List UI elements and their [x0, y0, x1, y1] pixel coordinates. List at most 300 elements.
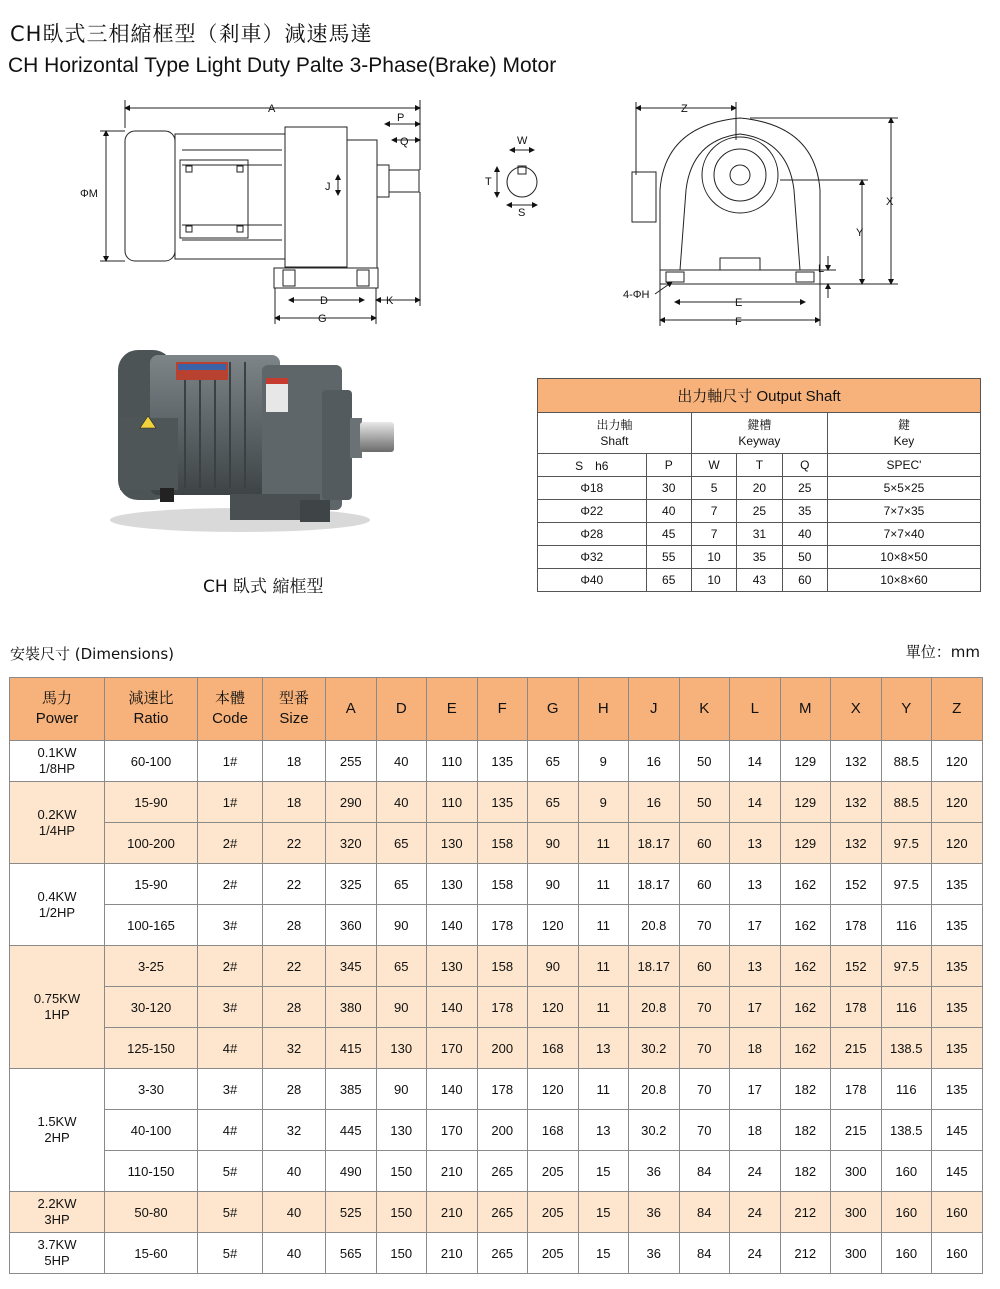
dims-cell: 17 [730, 987, 781, 1028]
dims-cell: 135 [477, 741, 528, 782]
shaft-subheader: Q [782, 454, 827, 477]
group-shaft-zh: 出力軸 [596, 418, 633, 432]
dims-cell: 200 [477, 1110, 528, 1151]
shaft-row [538, 546, 981, 569]
dims-cell: 210 [427, 1192, 478, 1233]
dims-cell: 70 [679, 987, 730, 1028]
power-cell [10, 741, 105, 782]
dim-label-t: T [485, 176, 492, 188]
dims-cell: 135 [932, 987, 983, 1028]
dims-cell: 116 [881, 905, 932, 946]
shaft-row [538, 523, 981, 546]
dims-cell: 22 [263, 946, 326, 987]
shaft-cell: 25 [782, 477, 827, 500]
dims-cell: 18 [263, 782, 326, 823]
shaft-cell: 10×8×50 [827, 546, 980, 569]
dims-cell: 140 [427, 905, 478, 946]
dims-cell: 135 [932, 905, 983, 946]
dims-cell: 28 [263, 1069, 326, 1110]
dims-cell: 182 [780, 1069, 831, 1110]
shaft-cell: Φ22 [538, 500, 647, 523]
dims-cell: 60 [679, 864, 730, 905]
output-shaft-table [537, 378, 981, 592]
dims-header-zh: 本體 [214, 690, 245, 707]
power-line: 3HP [44, 1212, 70, 1227]
dims-header [831, 678, 882, 741]
dims-header [932, 678, 983, 741]
dims-cell: 210 [427, 1151, 478, 1192]
dims-cell: 65 [376, 823, 427, 864]
dims-cell: 140 [427, 987, 478, 1028]
dim-label-l: L [818, 263, 825, 275]
dims-cell: 40 [263, 1192, 326, 1233]
dims-header [376, 678, 427, 741]
dims-cell: 5# [198, 1192, 263, 1233]
shaft-subheader: T [737, 454, 782, 477]
dims-cell: 2# [198, 864, 263, 905]
power-line: 1/8HP [38, 761, 76, 776]
dims-header [198, 678, 263, 741]
dims-cell: 40 [376, 782, 427, 823]
dims-cell: 3# [198, 1069, 263, 1110]
dims-header-en: Y [901, 700, 912, 717]
dims-cell: 215 [831, 1028, 882, 1069]
shaft-subheader: P [646, 454, 691, 477]
dims-cell: 40 [376, 741, 427, 782]
shaft-cell: 45 [646, 523, 691, 546]
dims-cell: 152 [831, 864, 882, 905]
dims-header [528, 678, 579, 741]
dims-cell: 130 [376, 1028, 427, 1069]
dims-cell: 140 [427, 1069, 478, 1110]
dims-cell: 4# [198, 1110, 263, 1151]
dims-cell: 9 [578, 741, 629, 782]
dims-cell: 135 [932, 864, 983, 905]
dimensions-label: 安裝尺寸 (Dimensions) [10, 645, 175, 663]
dims-cell: 24 [730, 1192, 781, 1233]
dims-row [10, 741, 983, 782]
unit-label: 單位：mm [905, 643, 980, 661]
dims-header-en: Z [952, 700, 962, 717]
dims-cell: 20.8 [629, 1069, 680, 1110]
dims-cell: 158 [477, 864, 528, 905]
dims-cell: 60 [679, 946, 730, 987]
dims-cell: 70 [679, 1028, 730, 1069]
dim-label-g: G [318, 313, 327, 325]
dims-cell: 160 [932, 1233, 983, 1274]
dims-cell: 300 [831, 1151, 882, 1192]
dims-cell: 415 [326, 1028, 377, 1069]
dims-cell: 18 [730, 1028, 781, 1069]
dims-cell: 170 [427, 1028, 478, 1069]
power-line: 0.1KW [37, 745, 77, 760]
dims-cell: 24 [730, 1151, 781, 1192]
dims-cell: 65 [376, 946, 427, 987]
output-shaft-title: 出力軸尺寸 Output Shaft [538, 379, 981, 413]
dims-header-zh: 馬力 [41, 690, 72, 707]
shaft-cell: 7×7×40 [827, 523, 980, 546]
dims-cell: 132 [831, 741, 882, 782]
dims-cell: 178 [477, 1069, 528, 1110]
dims-cell: 18 [263, 741, 326, 782]
dims-cell: 2# [198, 946, 263, 987]
dims-header [730, 678, 781, 741]
dims-cell: 170 [427, 1110, 478, 1151]
dims-cell: 15-90 [105, 782, 198, 823]
dims-cell: 385 [326, 1069, 377, 1110]
dims-cell: 3-25 [105, 946, 198, 987]
dims-header [105, 678, 198, 741]
shaft-cell: 10×8×60 [827, 569, 980, 592]
dims-cell: 300 [831, 1192, 882, 1233]
dims-cell: 2# [198, 823, 263, 864]
power-line: 0.2KW [37, 806, 77, 822]
dims-cell: 15-90 [105, 864, 198, 905]
dims-cell: 135 [932, 946, 983, 987]
dims-cell: 20.8 [629, 905, 680, 946]
dims-header-en: G [546, 700, 559, 717]
dims-cell: 3# [198, 905, 263, 946]
dims-cell: 40 [263, 1151, 326, 1192]
dims-row [10, 1069, 983, 1110]
dims-cell: 130 [376, 1110, 427, 1151]
dims-cell: 90 [376, 987, 427, 1028]
dims-cell: 18 [730, 1110, 781, 1151]
dims-cell: 265 [477, 1233, 528, 1274]
dims-row [10, 905, 983, 946]
dims-cell: 11 [578, 987, 629, 1028]
dims-header-en: Power [35, 710, 79, 727]
dims-cell: 178 [831, 905, 882, 946]
dims-cell: 132 [831, 782, 882, 823]
dims-cell: 90 [528, 823, 579, 864]
dims-cell: 13 [730, 864, 781, 905]
dims-cell: 22 [263, 823, 326, 864]
dims-cell: 14 [730, 741, 781, 782]
dims-cell: 1# [198, 741, 263, 782]
dims-cell: 65 [528, 782, 579, 823]
dims-header [780, 678, 831, 741]
dims-cell: 65 [376, 864, 427, 905]
dims-cell: 5# [198, 1233, 263, 1274]
shaft-cell: Φ32 [538, 546, 647, 569]
dim-label-j: J [325, 181, 331, 193]
power-line: 1/2HP [38, 904, 76, 920]
shaft-cell: 7 [691, 500, 736, 523]
dims-cell: 320 [326, 823, 377, 864]
shaft-cell: 55 [646, 546, 691, 569]
dims-cell: 200 [477, 1028, 528, 1069]
dims-cell: 11 [578, 1069, 629, 1110]
dims-cell: 40 [263, 1233, 326, 1274]
dims-row [10, 823, 983, 864]
dims-cell: 11 [578, 946, 629, 987]
side-view-drawing [100, 100, 420, 324]
dims-cell: 160 [932, 1192, 983, 1233]
shaft-cell: 65 [646, 569, 691, 592]
shaft-cell: 5 [691, 477, 736, 500]
dims-cell: 178 [831, 1069, 882, 1110]
shaft-row [538, 500, 981, 523]
shaft-cell: Φ18 [538, 477, 647, 500]
dim-label-q: Q [400, 136, 409, 148]
power-line: 0.4KW [37, 888, 77, 904]
dims-cell: 182 [780, 1151, 831, 1192]
dims-cell: 300 [831, 1233, 882, 1274]
shaft-cell: 30 [646, 477, 691, 500]
dims-cell: 160 [881, 1192, 932, 1233]
dims-cell: 130 [427, 823, 478, 864]
dims-cell: 120 [932, 782, 983, 823]
shaft-cell: 43 [737, 569, 782, 592]
dims-header-en: E [446, 700, 457, 717]
dims-cell: 130 [427, 946, 478, 987]
dims-cell: 65 [528, 741, 579, 782]
dim-label-k: K [386, 295, 394, 307]
dims-header [679, 678, 730, 741]
dims-header [477, 678, 528, 741]
dims-cell: 110-150 [105, 1151, 198, 1192]
dim-label-f: F [735, 316, 742, 328]
dims-cell: 129 [780, 741, 831, 782]
dims-cell: 50 [679, 741, 730, 782]
power-line: 5HP [44, 1253, 70, 1268]
dims-cell: 116 [881, 987, 932, 1028]
group-keyway-zh: 鍵槽 [747, 418, 772, 432]
dims-header [326, 678, 377, 741]
dims-cell: 129 [780, 782, 831, 823]
shaft-cell: 35 [782, 500, 827, 523]
dims-cell: 212 [780, 1233, 831, 1274]
dim-label-w: W [517, 135, 528, 147]
dims-cell: 18.17 [629, 864, 680, 905]
power-cell [10, 1233, 105, 1274]
dims-cell: 40-100 [105, 1110, 198, 1151]
dims-cell: 100-165 [105, 905, 198, 946]
dims-header-en: F [497, 700, 507, 717]
dims-cell: 162 [780, 987, 831, 1028]
dims-cell: 70 [679, 1110, 730, 1151]
dims-cell: 205 [528, 1192, 579, 1233]
dims-cell: 18.17 [629, 946, 680, 987]
dims-cell: 11 [578, 823, 629, 864]
dims-cell: 158 [477, 823, 528, 864]
shaft-subheader: S h6 [538, 454, 647, 477]
dim-label-s: S [518, 207, 526, 219]
dims-cell: 15-60 [105, 1233, 198, 1274]
dims-cell: 70 [679, 1069, 730, 1110]
dims-cell: 120 [528, 987, 579, 1028]
dims-cell: 22 [263, 864, 326, 905]
dims-cell: 110 [427, 782, 478, 823]
dims-header-en: Ratio [133, 710, 169, 727]
dims-cell: 168 [528, 1110, 579, 1151]
shaft-cell: 35 [737, 546, 782, 569]
dims-cell: 130 [427, 864, 478, 905]
dims-cell: 97.5 [881, 823, 932, 864]
dimensions-table [9, 677, 983, 1274]
dims-cell: 13 [578, 1110, 629, 1151]
dims-cell: 158 [477, 946, 528, 987]
dims-cell: 3-30 [105, 1069, 198, 1110]
dims-cell: 13 [578, 1028, 629, 1069]
dims-cell: 265 [477, 1151, 528, 1192]
dims-cell: 97.5 [881, 864, 932, 905]
group-key-zh: 鍵 [897, 418, 910, 432]
shaft-cell: 20 [737, 477, 782, 500]
dims-cell: 18.17 [629, 823, 680, 864]
dims-cell: 212 [780, 1192, 831, 1233]
dims-cell: 84 [679, 1151, 730, 1192]
dims-cell: 160 [881, 1151, 932, 1192]
dims-cell: 290 [326, 782, 377, 823]
photo-caption: CH 臥式 縮框型 [203, 577, 324, 597]
dims-cell: 205 [528, 1233, 579, 1274]
dim-label-x: X [886, 196, 894, 208]
dims-cell: 20.8 [629, 987, 680, 1028]
dims-cell: 30.2 [629, 1110, 680, 1151]
dims-cell: 215 [831, 1110, 882, 1151]
dims-cell: 132 [831, 823, 882, 864]
shaft-row [538, 477, 981, 500]
dims-cell: 90 [528, 864, 579, 905]
shaft-cell: 7 [691, 523, 736, 546]
shaft-cell: 60 [782, 569, 827, 592]
dims-header [578, 678, 629, 741]
dims-cell: 380 [326, 987, 377, 1028]
dims-cell: 150 [376, 1233, 427, 1274]
dims-header-en: A [345, 700, 356, 717]
dims-cell: 9 [578, 782, 629, 823]
dims-cell: 28 [263, 905, 326, 946]
shaft-cell: 25 [737, 500, 782, 523]
power-line: 0.75KW [33, 991, 81, 1006]
dims-cell: 84 [679, 1192, 730, 1233]
dims-cell: 120 [932, 823, 983, 864]
dims-cell: 60-100 [105, 741, 198, 782]
dims-row [10, 782, 983, 823]
dims-cell: 135 [932, 1028, 983, 1069]
dim-label-p: P [397, 112, 405, 124]
shaft-cell: 40 [782, 523, 827, 546]
dims-cell: 17 [730, 905, 781, 946]
dims-cell: 32 [263, 1110, 326, 1151]
group-key-en: Key [893, 434, 915, 448]
dims-cell: 90 [376, 1069, 427, 1110]
dims-header-en: M [799, 700, 812, 717]
dims-cell: 4# [198, 1028, 263, 1069]
power-line: 2HP [44, 1130, 70, 1145]
shaft-cell: 5×5×25 [827, 477, 980, 500]
power-cell [10, 1192, 105, 1233]
dims-cell: 88.5 [881, 741, 932, 782]
dims-header-en: D [395, 700, 407, 717]
dims-cell: 84 [679, 1233, 730, 1274]
dims-cell: 145 [932, 1110, 983, 1151]
dims-cell: 525 [326, 1192, 377, 1233]
dims-row [10, 1192, 983, 1233]
dims-cell: 70 [679, 905, 730, 946]
dims-cell: 138.5 [881, 1110, 932, 1151]
dims-header-zh: 型番 [278, 690, 309, 707]
dims-cell: 100-200 [105, 823, 198, 864]
dims-cell: 36 [629, 1192, 680, 1233]
dims-cell: 16 [629, 782, 680, 823]
title-english: CH Horizontal Type Light Duty Palte 3-Phase(Brake) Motor [8, 54, 557, 77]
dims-row [10, 1028, 983, 1069]
power-cell [10, 864, 105, 946]
dims-cell: 125-150 [105, 1028, 198, 1069]
dims-cell: 178 [831, 987, 882, 1028]
dim-label-d: D [320, 295, 328, 307]
power-cell [10, 782, 105, 864]
dims-header [629, 678, 680, 741]
dims-cell: 90 [376, 905, 427, 946]
dims-cell: 17 [730, 1069, 781, 1110]
dims-cell: 135 [477, 782, 528, 823]
dims-cell: 116 [881, 1069, 932, 1110]
shaft-cell: 40 [646, 500, 691, 523]
dims-cell: 168 [528, 1028, 579, 1069]
power-line: 1HP [44, 1007, 70, 1022]
dims-cell: 150 [376, 1151, 427, 1192]
title-chinese: CH臥式三相縮框型（剎車）減速馬達 [10, 22, 373, 46]
group-shaft [538, 413, 692, 454]
power-line: 1/4HP [38, 822, 76, 838]
dims-cell: 160 [881, 1233, 932, 1274]
dims-cell: 60 [679, 823, 730, 864]
dims-header [881, 678, 932, 741]
dims-cell: 97.5 [881, 946, 932, 987]
power-cell [10, 946, 105, 1069]
dims-cell: 16 [629, 741, 680, 782]
dims-cell: 138.5 [881, 1028, 932, 1069]
dims-cell: 145 [932, 1151, 983, 1192]
dims-header [10, 678, 105, 741]
dims-cell: 15 [578, 1233, 629, 1274]
shaft-cell: Φ40 [538, 569, 647, 592]
dim-label-z: Z [681, 103, 688, 115]
dims-header-en: Code [212, 710, 248, 727]
shaft-cell: 10 [691, 569, 736, 592]
group-keyway-en: Keyway [738, 434, 781, 448]
dims-header-en: J [650, 700, 658, 717]
dims-cell: 11 [578, 905, 629, 946]
dims-cell: 13 [730, 823, 781, 864]
dims-cell: 110 [427, 741, 478, 782]
dims-cell: 445 [326, 1110, 377, 1151]
dim-label-y: Y [856, 227, 864, 239]
shaft-cell: 10 [691, 546, 736, 569]
shaft-row [538, 569, 981, 592]
dims-row [10, 864, 983, 905]
dims-cell: 88.5 [881, 782, 932, 823]
dims-row [10, 946, 983, 987]
dims-cell: 162 [780, 1028, 831, 1069]
dims-cell: 205 [528, 1151, 579, 1192]
dims-header-en: K [699, 700, 710, 717]
motor-photo [110, 350, 394, 532]
front-view-drawing [632, 102, 898, 326]
group-shaft-en: Shaft [600, 434, 629, 448]
dims-cell: 265 [477, 1192, 528, 1233]
dims-cell: 135 [932, 1069, 983, 1110]
dims-cell: 162 [780, 864, 831, 905]
power-cell [10, 1069, 105, 1192]
dims-cell: 15 [578, 1192, 629, 1233]
dims-cell: 150 [376, 1192, 427, 1233]
dims-cell: 162 [780, 946, 831, 987]
